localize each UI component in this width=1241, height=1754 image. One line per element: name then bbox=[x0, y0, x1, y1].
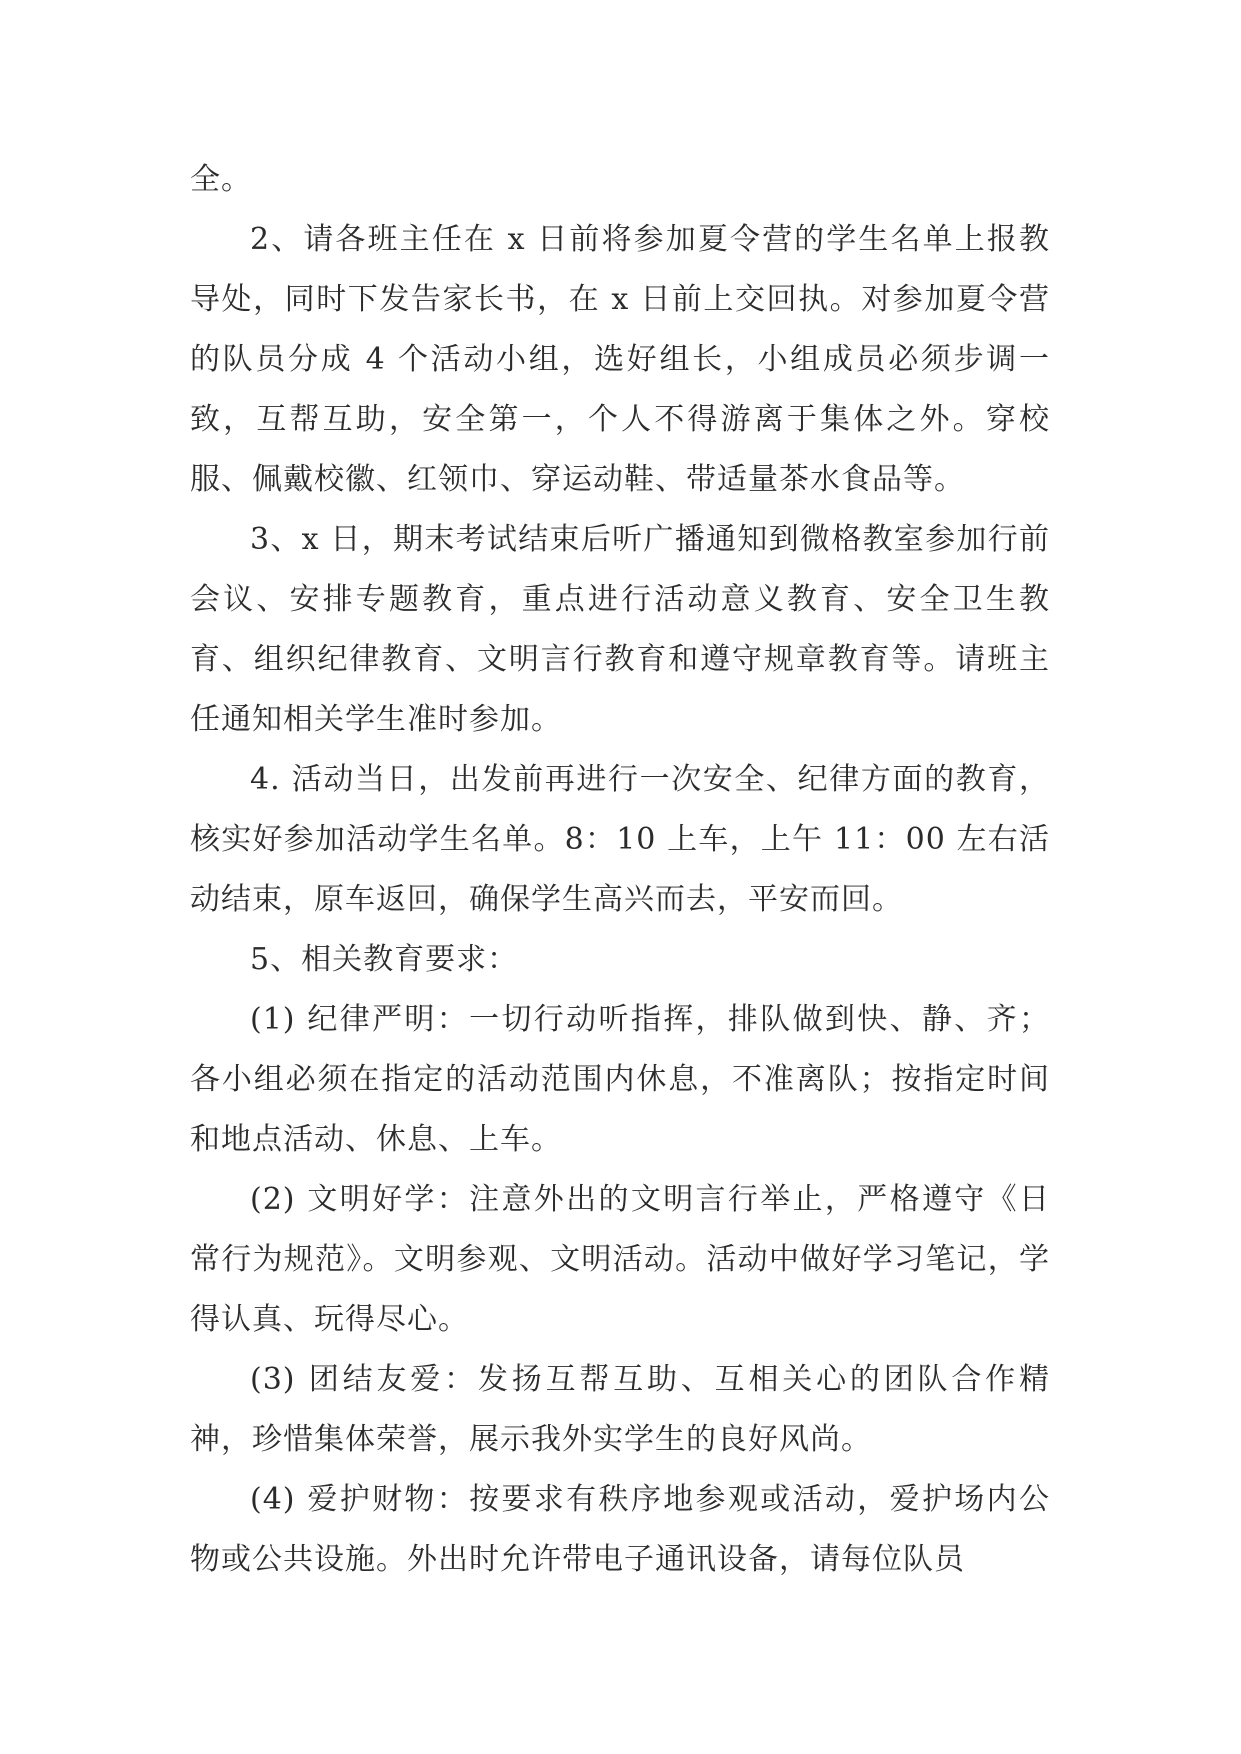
paragraph-item-3: 3、x 日，期末考试结束后听广播通知到微格教室参加行前会议、安排专题教育，重点进行活动意义教育、安全卫生教育、组织纪律教育、文明言行教育和遵守规章教育等。请班主任通知相关学生准时参加。 bbox=[190, 522, 1050, 737]
paragraph-continuation: 全。 bbox=[190, 162, 252, 197]
paragraph-requirement-3: (3) 团结友爱：发扬互帮互助、互相关心的团队合作精神，珍惜集体荣誉，展示我外实学生的良好风尚。 bbox=[190, 1362, 1050, 1457]
paragraph-requirement-1: (1) 纪律严明：一切行动听指挥，排队做到快、静、齐；各小组必须在指定的活动范围内休息，不准离队；按指定时间和地点活动、休息、上车。 bbox=[190, 1002, 1050, 1157]
paragraph-item-4: 4. 活动当日，出发前再进行一次安全、纪律方面的教育，核实好参加活动学生名单。8：10 上车，上午 11：00 左右活动结束，原车返回，确保学生高兴而去，平安而回。 bbox=[190, 762, 1050, 917]
paragraph-requirement-4: (4) 爱护财物：按要求有秩序地参观或活动，爱护场内公物或公共设施。外出时允许带电子通讯设备，请每位队员 bbox=[190, 1482, 1050, 1577]
paragraph-item-5-heading: 5、相关教育要求： bbox=[250, 942, 519, 977]
document-body bbox=[190, 150, 1050, 1590]
paragraph-item-2: 2、请各班主任在 x 日前将参加夏令营的学生名单上报教导处，同时下发告家长书，在 x 日前上交回执。对参加夏令营的队员分成 4 个活动小组，选好组长，小组成员必须步调一致，互帮互助，安全第一，个人不得游离于集体之外。穿校服、佩戴校徽、红领巾、穿运动鞋、带适量茶水食品等。 bbox=[190, 222, 1050, 497]
paragraph-requirement-2: (2) 文明好学：注意外出的文明言行举止，严格遵守《日常行为规范》。文明参观、文明活动。活动中做好学习笔记，学得认真、玩得尽心。 bbox=[190, 1182, 1050, 1337]
